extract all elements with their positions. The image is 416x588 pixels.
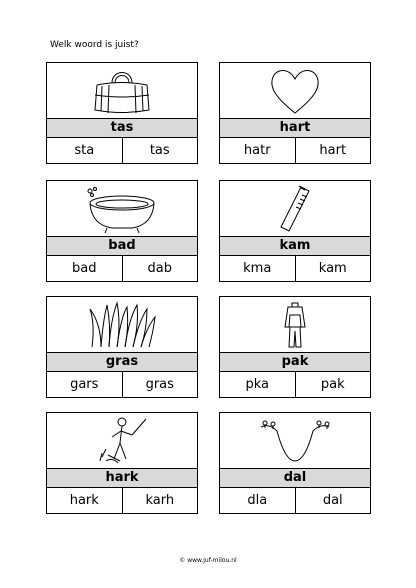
target-word: hart	[220, 118, 370, 138]
option-right[interactable]: dal	[295, 488, 371, 513]
word-card-hark	[46, 412, 198, 514]
target-word: gras	[47, 352, 197, 372]
option-left[interactable]: hatr	[243, 143, 271, 158]
option-left[interactable]: dla	[247, 493, 268, 508]
option-left[interactable]: bad	[72, 261, 97, 276]
option-left[interactable]: gars	[70, 377, 99, 392]
bag-icon	[47, 63, 197, 118]
option-left[interactable]: pka	[245, 377, 270, 392]
word-card-tas	[46, 62, 198, 164]
option-left[interactable]: hark	[69, 493, 99, 508]
instruction-text: Welk woord is juist?	[50, 40, 139, 50]
target-word: pak	[220, 352, 370, 372]
word-card-pak	[219, 296, 371, 398]
option-right[interactable]: tas	[122, 138, 198, 163]
option-right[interactable]: pak	[295, 372, 371, 397]
valley-icon	[220, 413, 370, 468]
word-card-gras	[46, 296, 198, 398]
bathtub-icon	[47, 181, 197, 236]
option-left[interactable]: kma	[243, 261, 272, 276]
target-word: dal	[220, 468, 370, 488]
target-word: hark	[47, 468, 197, 488]
word-card-dal	[219, 412, 371, 514]
suit-icon	[220, 297, 370, 352]
option-right[interactable]: kam	[295, 256, 371, 281]
word-card-bad	[46, 180, 198, 282]
option-right[interactable]: dab	[122, 256, 198, 281]
option-right[interactable]: karh	[122, 488, 198, 513]
option-right[interactable]: gras	[122, 372, 198, 397]
target-word: tas	[47, 118, 197, 138]
target-word: kam	[220, 236, 370, 256]
heart-icon	[220, 63, 370, 118]
footer-credit: © www.juf-milou.nl	[179, 557, 237, 564]
rake-icon	[47, 413, 197, 468]
target-word: bad	[47, 236, 197, 256]
option-right[interactable]: hart	[295, 138, 371, 163]
comb-icon	[220, 181, 370, 236]
word-card-hart	[219, 62, 371, 164]
option-left[interactable]: sta	[74, 143, 95, 158]
grass-icon	[47, 297, 197, 352]
word-card-kam	[219, 180, 371, 282]
